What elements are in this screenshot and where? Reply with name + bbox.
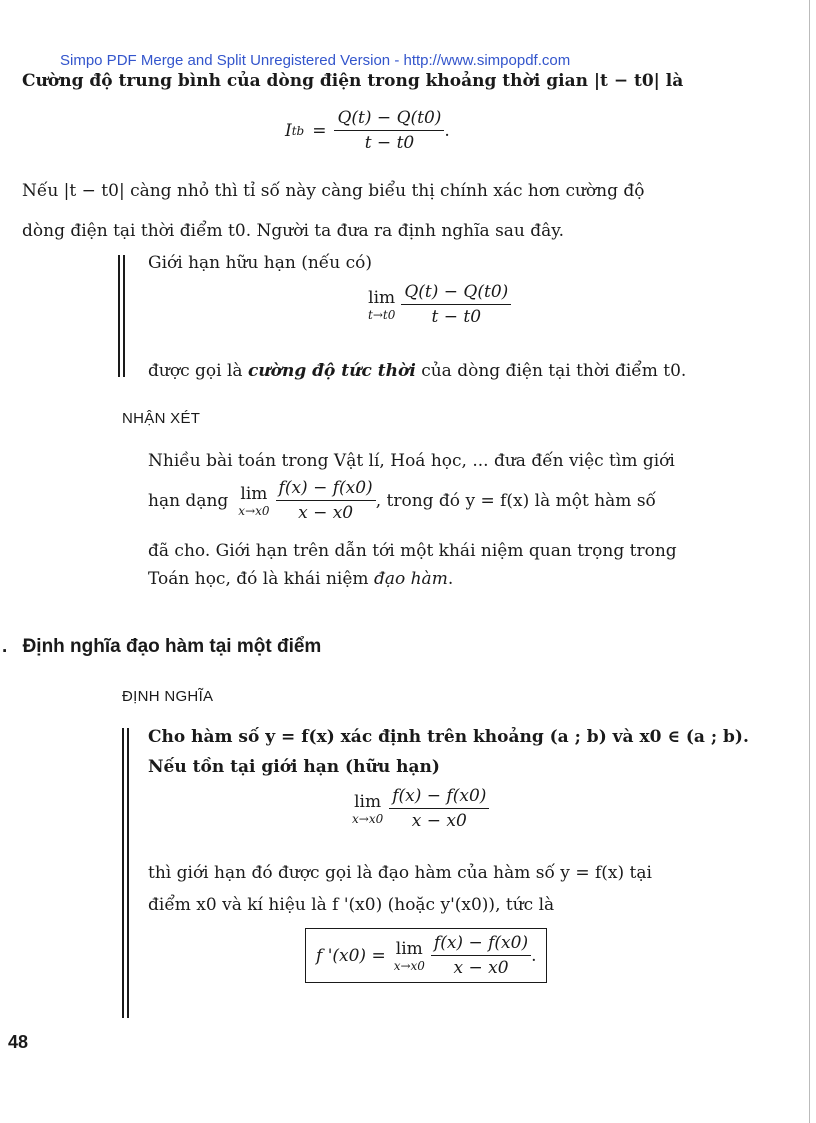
- fraction-numerator: Q(t) − Q(t0): [401, 282, 511, 305]
- intro-line1: Cường độ trung bình của dòng điện trong khoảng thời gian |t − t0| là: [22, 71, 684, 91]
- formula-box: [305, 928, 547, 983]
- box1-left-bar-2: [123, 255, 125, 377]
- limit-operator: [238, 484, 269, 518]
- page-number: 48: [8, 1032, 29, 1052]
- remark-line3: đã cho. Giới hạn trên dẫn tới một khái niệm quan trọng trong: [148, 541, 677, 561]
- box1-left-bar: [118, 255, 120, 377]
- lim-subscript: x→x0: [352, 811, 384, 826]
- remark-fraction: [276, 478, 376, 523]
- intro-para-line1: Nếu |t − t0| càng nhỏ thì tỉ số này càng biểu thị chính xác hơn cường độ: [22, 181, 645, 201]
- page-edge: [809, 0, 810, 1123]
- formula-period: .: [444, 120, 450, 141]
- fraction-denominator: t − t0: [364, 133, 415, 153]
- formula-fraction: [334, 108, 444, 153]
- box-period: .: [531, 945, 537, 966]
- lim-text: lim: [395, 938, 423, 959]
- remark-line2: [148, 478, 656, 523]
- remark-line1: Nhiều bài toán trong Vật lí, Hoá học, ... đưa đến việc tìm giới: [148, 451, 675, 471]
- fraction-numerator: f(x) − f(x0): [431, 933, 531, 956]
- lim-text: lim: [368, 287, 396, 308]
- section-title: Định nghĩa đạo hàm tại một điểm: [22, 636, 322, 657]
- def-left-bar: [122, 728, 124, 1018]
- fraction-numerator: Q(t) − Q(t0): [334, 108, 444, 131]
- intro-para-line2: dòng điện tại thời điểm t0. Người ta đưa ra định nghĩa sau đây.: [22, 221, 565, 241]
- remark-line2-post: , trong đó y = f(x) là một hàm số: [375, 490, 656, 511]
- box-fraction: [431, 933, 531, 978]
- definition-line3: thì giới hạn đó được gọi là đạo hàm của hàm số y = f(x) tại: [148, 863, 652, 883]
- fraction-numerator: f(x) − f(x0): [276, 478, 376, 501]
- definition-label: ĐỊNH NGHĨA: [122, 688, 214, 705]
- box1-term: cường độ tức thời: [247, 361, 416, 381]
- remark-term: đạo hàm: [373, 569, 448, 589]
- lim-text: lim: [240, 483, 268, 504]
- remark-label: NHẬN XÉT: [122, 410, 201, 427]
- definition-formula: [352, 786, 489, 831]
- section-heading: [2, 636, 321, 658]
- limit-operator: [394, 939, 425, 973]
- watermark-text: Simpo PDF Merge and Split Unregistered Version - http://www.simpopdf.com: [60, 52, 571, 69]
- limit-operator: [352, 792, 383, 826]
- remark-line4: [148, 568, 453, 590]
- limit-operator: [368, 288, 395, 322]
- fraction-denominator: x − x0: [453, 958, 509, 978]
- box1-last-line: [148, 360, 686, 382]
- box1-line1: Giới hạn hữu hạn (nếu có): [148, 253, 372, 273]
- definition-line2: Nếu tồn tại giới hạn (hữu hạn): [148, 757, 440, 777]
- formula-lhs: I: [285, 120, 292, 141]
- lim-subscript: x→x0: [393, 958, 425, 973]
- equals-sign: =: [312, 120, 327, 141]
- remark-line4-pre: Toán học, đó là khái niệm: [148, 569, 374, 589]
- lim-subscript: t→t0: [368, 307, 396, 322]
- def-left-bar-2: [127, 728, 129, 1018]
- intro-formula: [285, 108, 450, 153]
- remark-line2-pre: hạn dạng: [148, 490, 229, 511]
- lim-text: lim: [354, 791, 382, 812]
- formula-lhs-sub: tb: [291, 123, 305, 138]
- definition-line1: Cho hàm số y = f(x) xác định trên khoảng (a ; b) và x0 ∈ (a ; b).: [148, 727, 749, 747]
- box1-fraction: [401, 282, 511, 327]
- fraction-numerator: f(x) − f(x0): [389, 786, 489, 809]
- lim-subscript: x→x0: [238, 503, 270, 518]
- fraction-denominator: x − x0: [298, 503, 354, 523]
- fraction-denominator: x − x0: [411, 811, 467, 831]
- definition-line4: điểm x0 và kí hiệu là f '(x0) (hoặc y'(x0)), tức là: [148, 895, 555, 915]
- section-bullet: .: [2, 636, 8, 657]
- box1-last-pre: được gọi là: [148, 361, 248, 381]
- box1-formula: [368, 282, 511, 327]
- remark-line4-post: .: [447, 569, 454, 589]
- definition-fraction: [389, 786, 489, 831]
- definition-boxed-formula: [305, 928, 547, 983]
- box-lhs: f '(x0) =: [316, 945, 386, 966]
- fraction-denominator: t − t0: [431, 307, 482, 327]
- box1-last-post: của dòng điện tại thời điểm t0.: [415, 361, 687, 381]
